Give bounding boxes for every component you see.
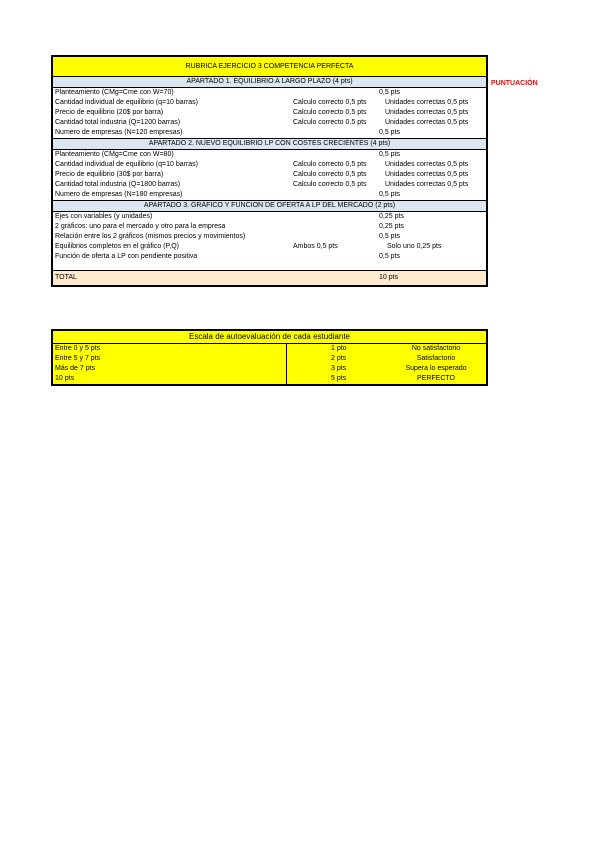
table-row xyxy=(53,252,486,262)
total-row xyxy=(53,270,486,285)
scale-row xyxy=(53,364,486,374)
row-label: Cantidad total industria (Q=1800 barras) xyxy=(55,181,181,188)
scale-range: Más de 7 pts xyxy=(55,365,96,372)
scale-row xyxy=(53,374,486,384)
row-label: 2 gráficos: uno para el mercado y otro para la empresa xyxy=(55,223,226,230)
total-value: 10 pts xyxy=(379,274,399,281)
row-calc: Ambos 0,5 pts xyxy=(293,243,338,250)
row-calc: Calculo correcto 0,5 pts xyxy=(293,99,367,106)
row-points: 0,5 pts xyxy=(379,191,401,198)
row-units: Unidades correctas 0,5 pts xyxy=(385,109,469,116)
puntuacion-label: PUNTUACIÓN xyxy=(491,80,538,87)
row-units: Unidades correctas 0,5 pts xyxy=(385,99,469,106)
rubric-title: RUBRICA EJERCICIO 3 COMPETENCIA PERFECTA xyxy=(53,57,486,77)
total-label: TOTAL xyxy=(55,274,77,281)
scale-points: 3 pts xyxy=(331,365,347,372)
table-row xyxy=(53,212,486,222)
self-assessment-scale xyxy=(51,329,488,386)
row-label: Numero de empresas (N=180 empresas) xyxy=(55,191,183,198)
table-row xyxy=(53,118,486,128)
row-label: Planteamiento (CMg=Cme con W=80) xyxy=(55,151,174,158)
row-points: 0,5 pts xyxy=(379,233,401,240)
table-row xyxy=(53,232,486,242)
scale-points: 1 pto xyxy=(331,345,347,352)
row-label: Precio de equilibrio (30$ por barra) xyxy=(55,171,164,178)
row-points: 0,25 pts xyxy=(379,223,404,230)
row-calc: Calculo correcto 0,5 pts xyxy=(293,171,367,178)
row-calc: Calculo correcto 0,5 pts xyxy=(293,119,367,126)
row-points: 0,25 pts xyxy=(379,213,404,220)
section-header: APARTADO 3. GRÁFICO Y FUNCION DE OFERTA A LP DEL MERCADO (2 pts) xyxy=(53,200,486,212)
row-calc: Calculo correcto 0,5 pts xyxy=(293,161,367,168)
row-label: Equilibrios completos en el gráfico (P,Q) xyxy=(55,243,179,250)
scale-points: 5 pts xyxy=(331,375,347,382)
row-label: Función de oferta a LP con pendiente positiva xyxy=(55,253,198,260)
scale-title: Escala de autoevaluación de cada estudiante xyxy=(53,331,486,344)
section-header: APARTADO 2. NUEVO EQUILIBRIO LP CON COSTES CRECIENTES (4 pts) xyxy=(53,138,486,150)
row-label: Ejes con variables (y unidades) xyxy=(55,213,153,220)
row-points: 0,5 pts xyxy=(379,89,401,96)
scale-points: 2 pts xyxy=(331,355,347,362)
section-header: APARTADO 1. EQUILIBRIO A LARGO PLAZO (4 pts) xyxy=(53,77,486,88)
table-row xyxy=(53,108,486,118)
table-row xyxy=(53,190,486,200)
row-label: Precio de equilibrio (20$ por barra) xyxy=(55,109,164,116)
row-calc: Calculo correcto 0,5 pts xyxy=(293,109,367,116)
row-label: Relación entre los 2 gráficos (mismos precios y movimientos) xyxy=(55,233,246,240)
row-points: 0,5 pts xyxy=(379,129,401,136)
scale-row xyxy=(53,354,486,364)
rubric-table xyxy=(51,55,488,287)
table-row xyxy=(53,170,486,180)
row-units: Solo uno 0,25 pts xyxy=(387,243,442,250)
table-row xyxy=(53,222,486,232)
row-calc: Calculo correcto 0,5 pts xyxy=(293,181,367,188)
scale-range: 10 pts xyxy=(55,375,75,382)
row-points: 0,5 pts xyxy=(379,253,401,260)
row-units: Unidades correctas 0,5 pts xyxy=(385,171,469,178)
row-label: Planteamiento (CMg=Cme con W=70) xyxy=(55,89,174,96)
row-units: Unidades correctas 0,5 pts xyxy=(385,161,469,168)
scale-row xyxy=(53,344,486,354)
row-label: Numero de empresas (N=120 empresas) xyxy=(55,129,183,136)
row-units: Unidades correctas 0,5 pts xyxy=(385,119,469,126)
scale-range: Entre 0 y 5 pts xyxy=(55,345,101,352)
row-units: Unidades correctas 0,5 pts xyxy=(385,181,469,188)
row-points: 0,5 pts xyxy=(379,151,401,158)
scale-desc: PERFECTO xyxy=(417,375,455,382)
scale-desc: Supera lo esperado xyxy=(405,365,467,372)
table-row xyxy=(53,180,486,190)
row-label: Cantidad total industria (Q=1200 barras) xyxy=(55,119,181,126)
scale-range: Entre 5 y 7 pts xyxy=(55,355,101,362)
table-row xyxy=(53,98,486,108)
scale-desc: No satisfactorio xyxy=(411,345,461,352)
table-row xyxy=(53,128,486,138)
table-row xyxy=(53,242,486,252)
table-row xyxy=(53,160,486,170)
table-row xyxy=(53,150,486,160)
scale-desc: Satisfactorio xyxy=(416,355,456,362)
table-row xyxy=(53,88,486,98)
row-label: Cantidad individual de equilibrio (q=10 barras) xyxy=(55,161,199,168)
row-label: Cantidad individual de equilibrio (q=10 barras) xyxy=(55,99,199,106)
